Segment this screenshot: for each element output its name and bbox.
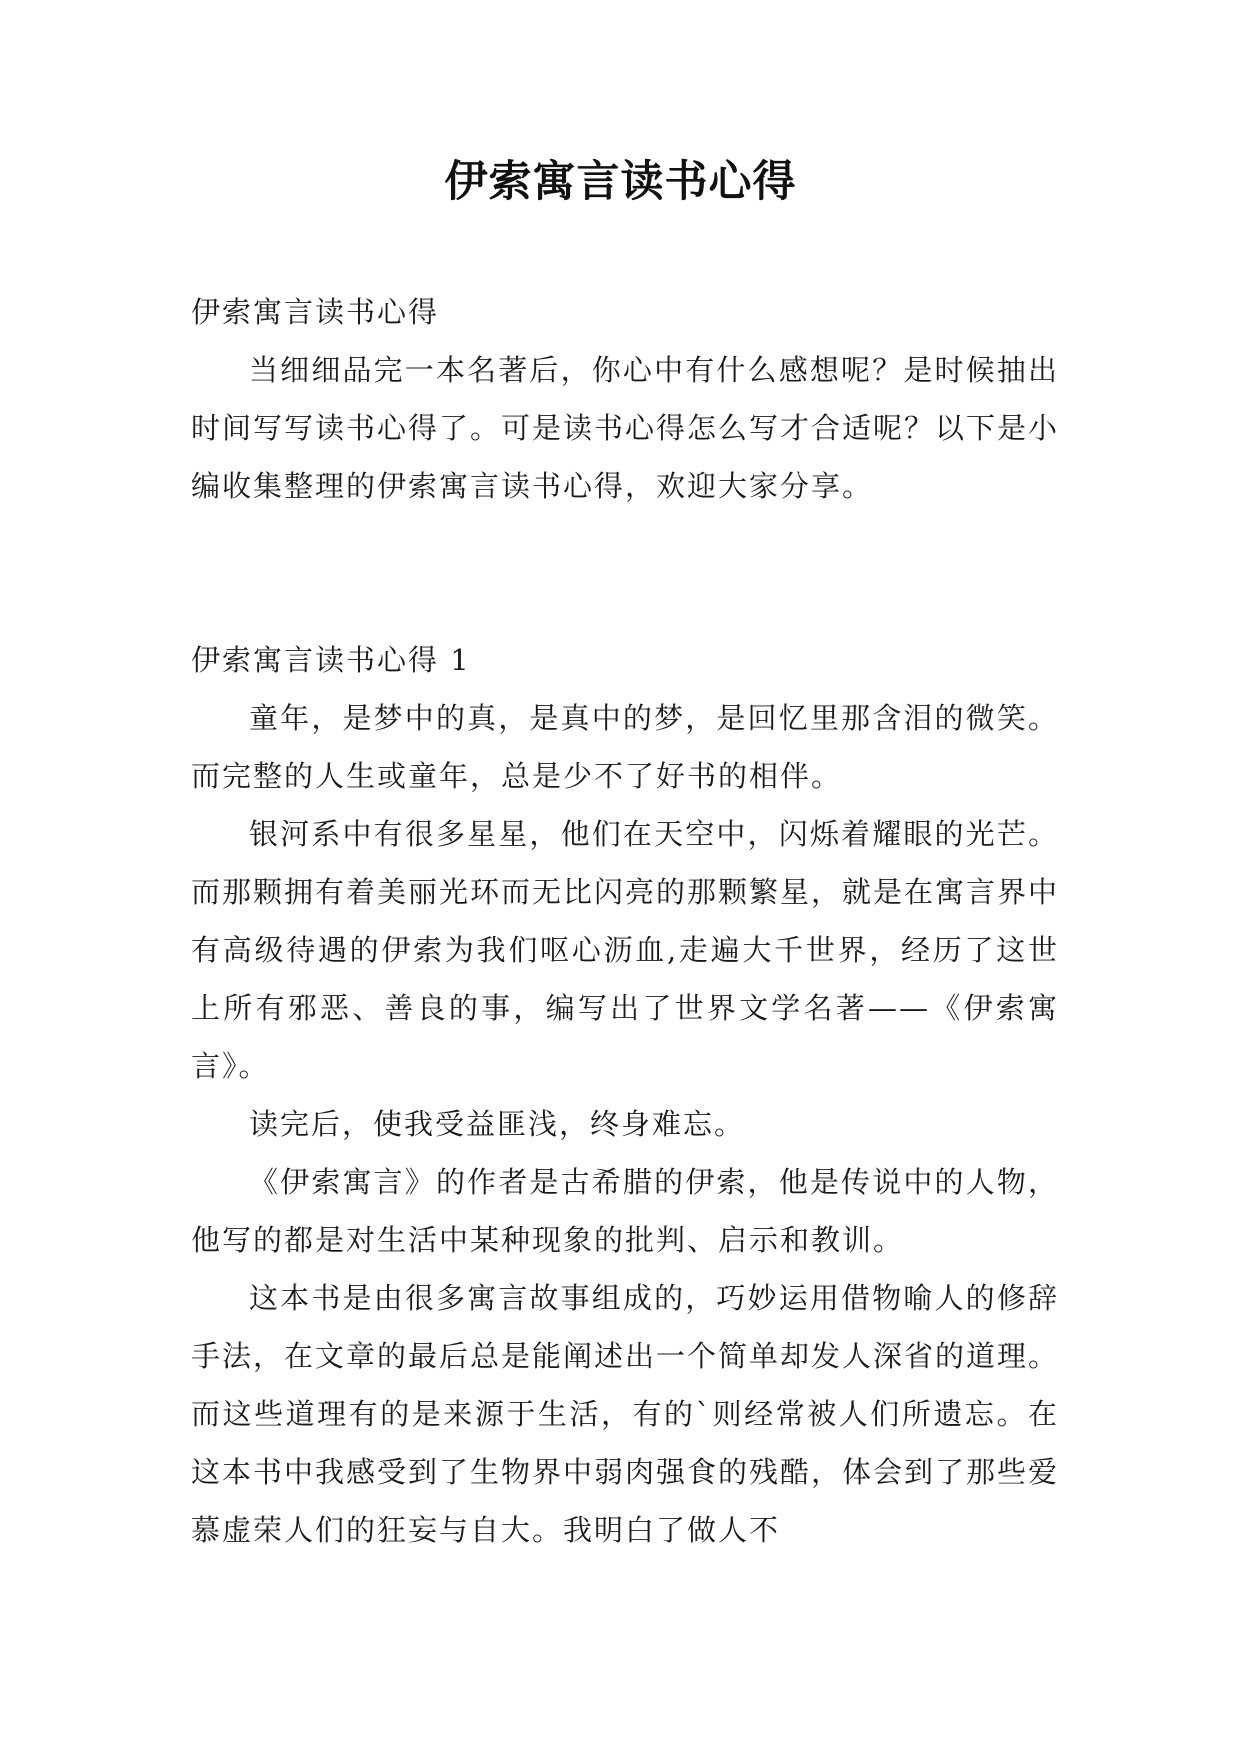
intro-heading: 伊索寓言读书心得 [191,295,440,329]
document-title: 伊索寓言读书心得 [444,157,797,207]
body-paragraph: 银河系中有很多星星，他们在天空中，闪烁着耀眼的光芒。而那颗拥有着美丽光环而无比闪亮的那颗繁星，就是在寓言界中有高级待遇的伊索为我们呕心沥血,走遍大千世界，经历了这世上所有邪恶、善良的事，编写出了世界文学名著——《伊索寓言》。 [191,817,1060,1083]
body-paragraph: 读完后，使我受益匪浅，终身难忘。 [249,1107,746,1141]
body-paragraph: 童年，是梦中的真，是真中的梦，是回忆里那含泪的微笑。而完整的人生或童年，总是少不了好书的相伴。 [191,701,1059,793]
section-spacer [191,515,1059,631]
body-paragraph: 《伊索寓言》的作者是古希腊的伊索，他是传说中的人物，他写的都是对生活中某种现象的批判、启示和教训。 [191,1165,1059,1257]
document-body [191,283,1059,1559]
body-paragraph: 这本书是由很多寓言故事组成的，巧妙运用借物喻人的修辞手法，在文章的最后总是能阐述出一个简单却发人深省的道理。而这些道理有的是来源于生活，有的`则经常被人们所遗忘。在这本书中我感受到了生物界中弱肉强食的残酷，体会到了那些爱慕虚荣人们的狂妄与自大。我明白了做人不 [191,1281,1060,1547]
section-heading: 伊索寓言读书心得 1 [191,643,471,677]
intro-paragraph: 当细细品完一本名著后，你心中有什么感想呢？是时候抽出时间写写读书心得了。可是读书心得怎么写才合适呢？以下是小编收集整理的伊索寓言读书心得，欢迎大家分享。 [191,353,1060,503]
